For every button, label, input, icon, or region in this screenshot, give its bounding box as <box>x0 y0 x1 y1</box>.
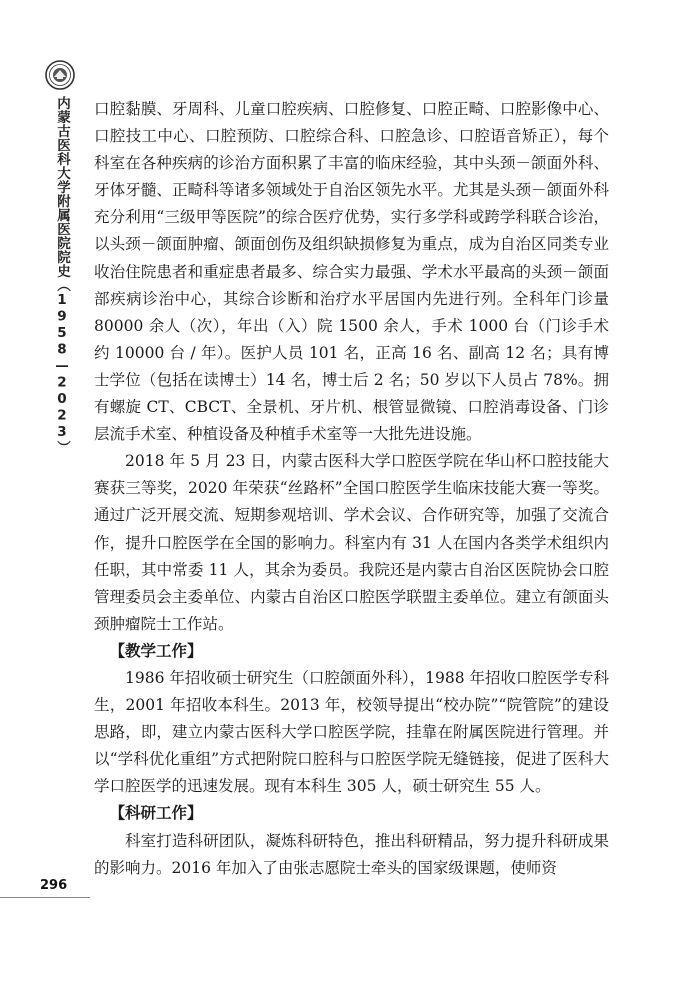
page-number: 296 <box>40 878 68 893</box>
paragraph: 1986 年招收硕士研究生（口腔颌面外科），1988 年招收口腔医学专科生，2001 年招收本科生。2013 年，校领导提出“校办院”“院管院”的建设思路，即，建立内蒙古医科大学口腔医学院，挂靠在附属医院进行管理。并以“学科优化重组”方式把附院口腔科与口腔医学院无缝链接，促进了医科大学口腔医学的迅速发展。现有本科生 305 人，硕士研究生 55 人。 <box>94 668 609 796</box>
paragraph-continued: 口腔黏膜、牙周科、儿童口腔疾病、口腔修复、口腔正畸、口腔影像中心、口腔技工中心、口腔预防、口腔综合科、口腔急诊、口腔语音矫正），每个科室在各种疾病的诊治方面积累了丰富的临床经验，其中头颈－颌面外科、牙体牙髓、正畸科等诸多领域处于自治区领先水平。尤其是头颈－颌面外科充分利用“三级甲等医院”的综合医疗优势，实行多学科或跨学科联合诊治，以头颈－颌面肿瘤、颌面创伤及组织缺损修复为重点，成为自治区同类专业收治住院患者和重症患者最多、综合实力最强、学术水平最高的头颈－颌面部疾病诊治中心，其综合诊断和治疗水平居国内先进行列。全科年门诊量 80000 余人（次），年出（入）院 1500 余人，手术 1000 台（门诊手术约 10000 台 / 年）。医护人员 101 名，正高 16 名、副高 12 名；具有博士学位（包括在读博士）14 名，博士后 2 名；50 岁以下人员占 78%。拥有螺旋 CT、CBCT、全景机、牙片机、根管显微镜、口腔消毒设备、门诊层流手术室、种植设备及种植手术室等一大批先进设施。 <box>94 100 609 444</box>
section-heading-teaching: 【教学工作】 <box>109 641 203 660</box>
side-margin <box>0 0 90 983</box>
university-seal-icon <box>45 60 75 90</box>
footer-divider <box>0 897 90 898</box>
book-title: 内蒙古医科大学附属医院院史（1958—2023） <box>54 96 70 455</box>
body-text <box>94 96 609 882</box>
section-heading-research: 【科研工作】 <box>109 804 203 823</box>
paragraph: 科室打造科研团队，凝炼科研特色，推出科研精品，努力提升科研成果的影响力。2016 年加入了由张志愿院士牵头的国家级课题，使师资 <box>94 831 609 877</box>
paragraph: 2018 年 5 月 23 日，内蒙古医科大学口腔医学院在华山杯口腔技能大赛获三等奖，2020 年荣获“丝路杯”全国口腔医学生临床技能大赛一等奖。通过广泛开展交流、短期参观培训、学术会议、合作研究等，加强了交流合作，提升口腔医学在全国的影响力。科室内有 31 人在国内各类学术组织内任职，其中常委 11 人，其余为委员。我院还是内蒙古自治区医院协会口腔管理委员会主委单位、内蒙古自治区口腔医学联盟主委单位。建立有颌面头颈肿瘤院士工作站。 <box>94 452 609 633</box>
